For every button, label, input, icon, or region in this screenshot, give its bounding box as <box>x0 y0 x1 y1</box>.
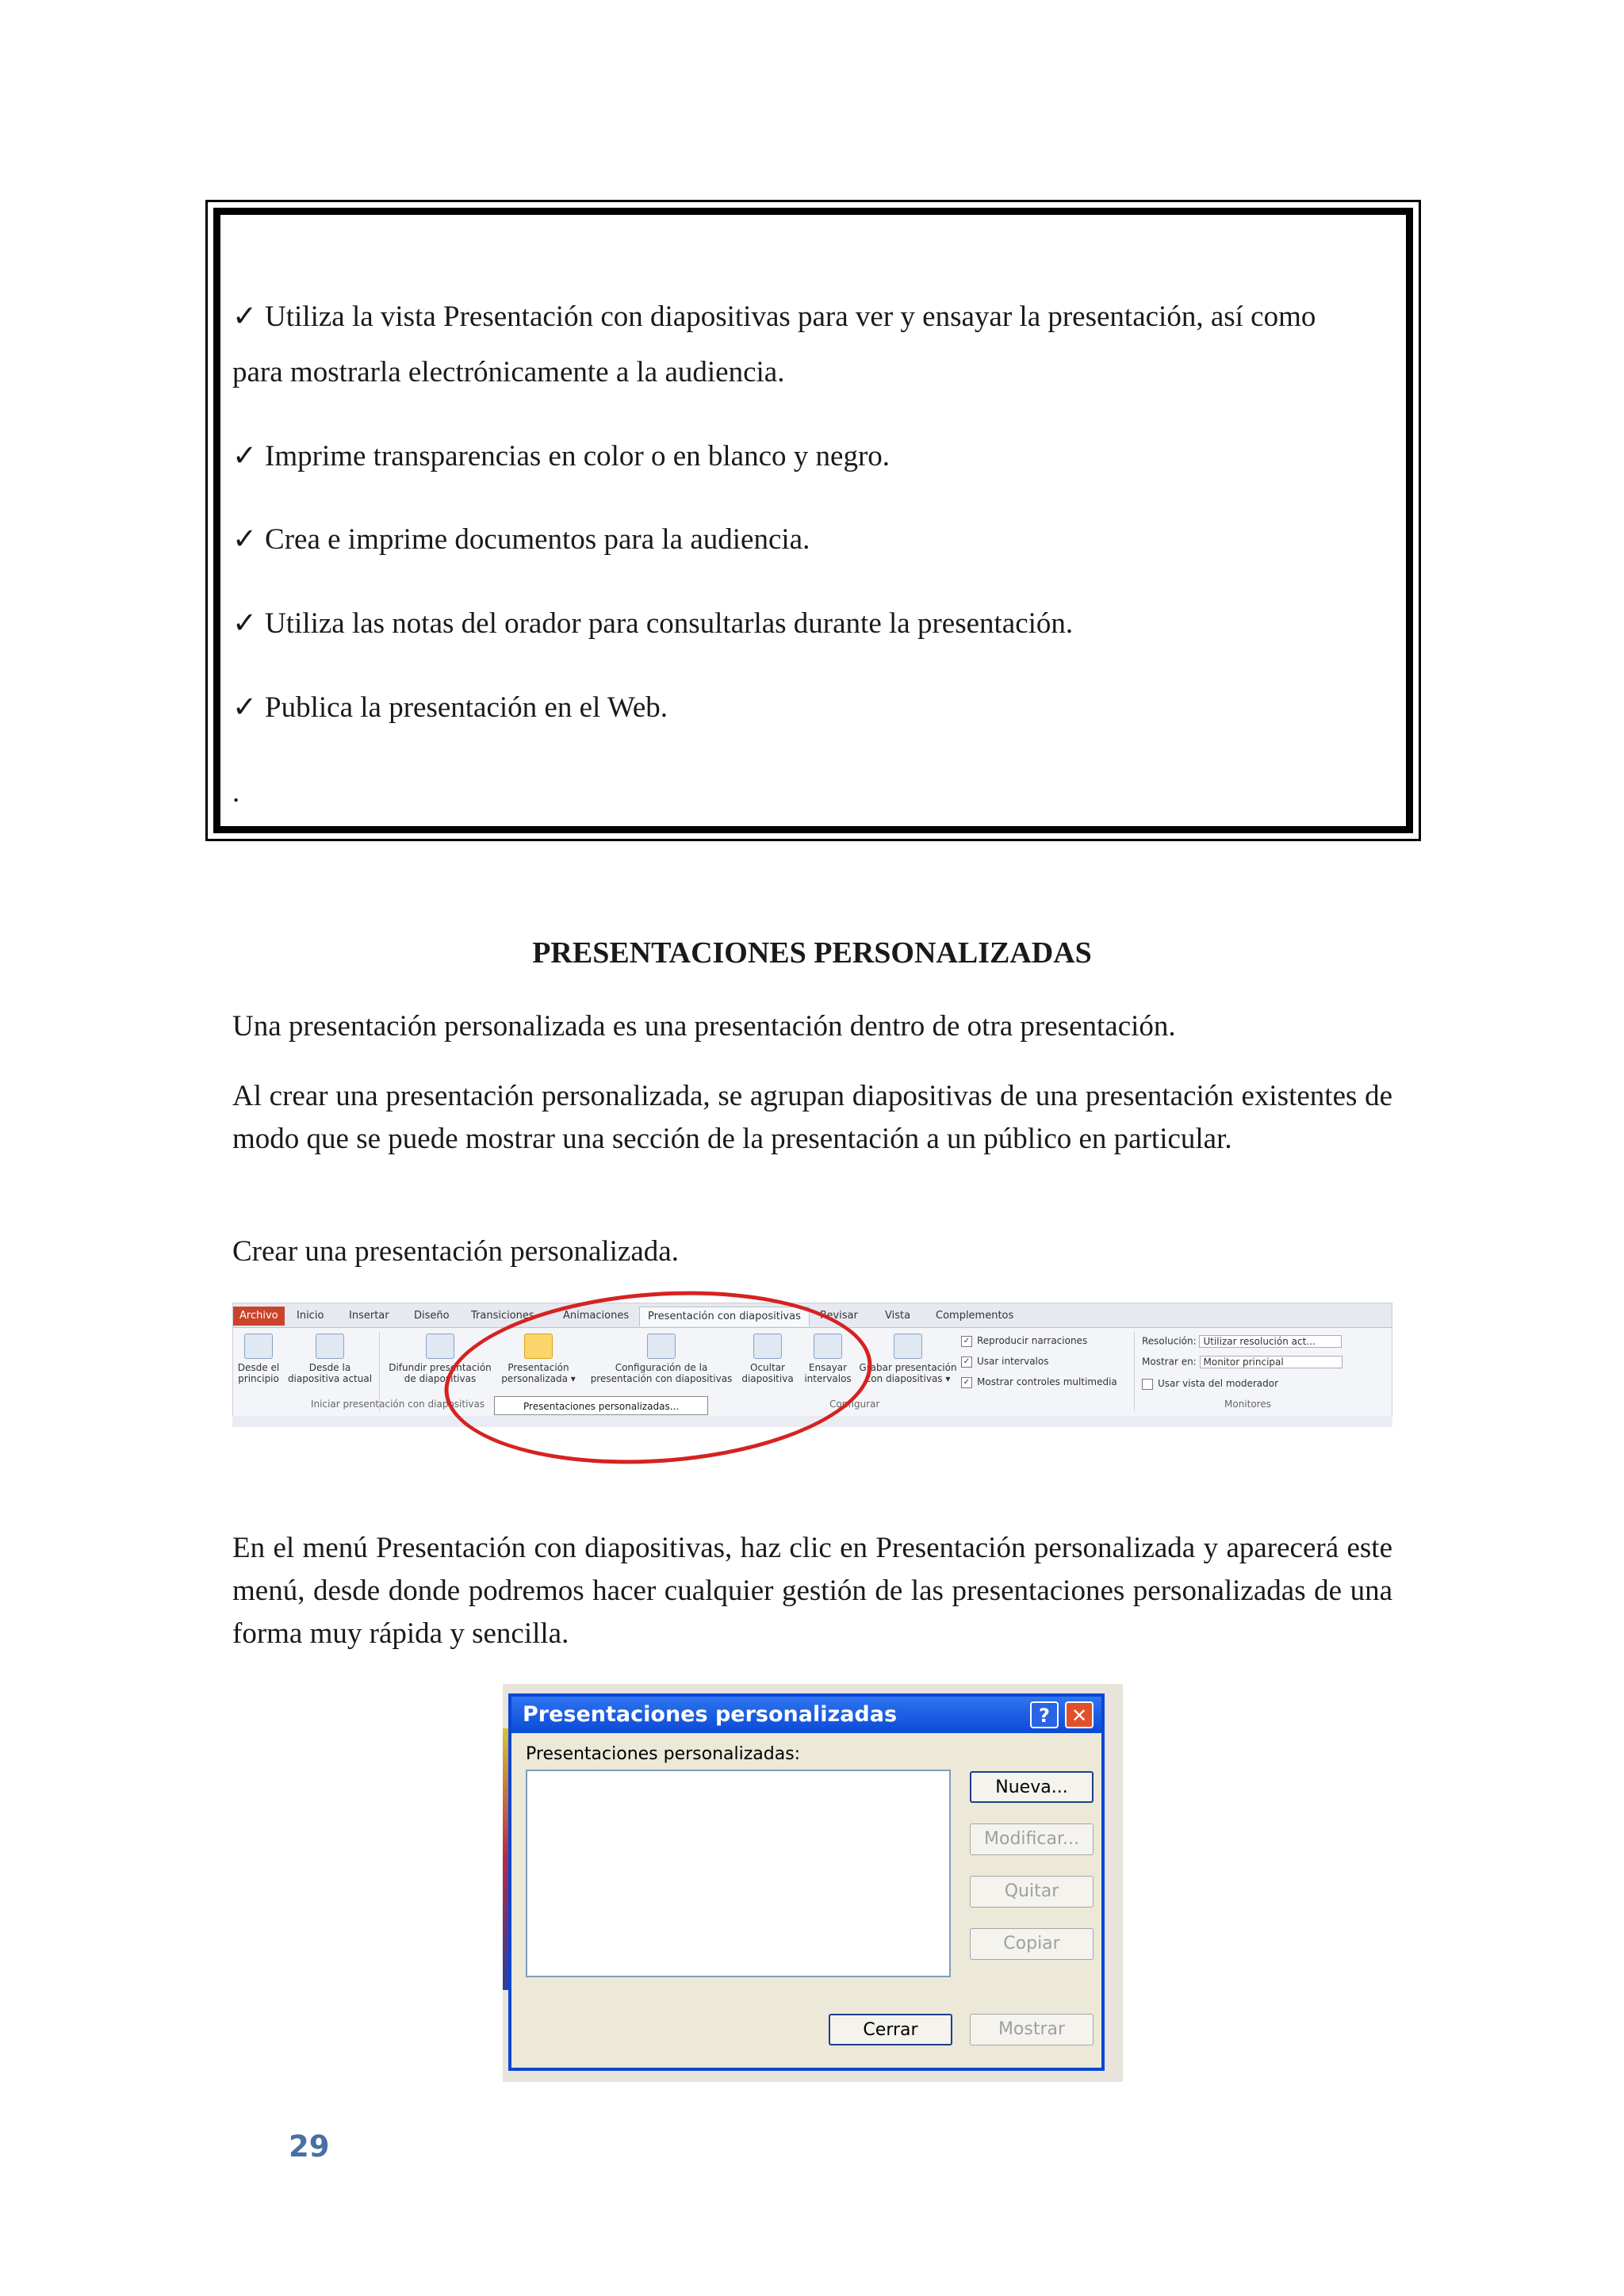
new-button[interactable]: Nueva... <box>970 1771 1094 1803</box>
resolution-row <box>1142 1335 1342 1348</box>
help-icon[interactable]: ? <box>1030 1701 1059 1728</box>
close-icon[interactable]: ✕ <box>1065 1701 1094 1728</box>
bullet-item-2: ✓ Imprime transparencias en color o en blanco y negro. <box>232 440 891 473</box>
custom-shows-list-label: Presentaciones personalizadas: <box>526 1744 801 1764</box>
from-beginning-button[interactable]: Desde el principio <box>235 1334 282 1384</box>
dialog-title-bar <box>511 1697 1101 1733</box>
show-media-controls-checkbox[interactable]: ✓ Mostrar controles multimedia <box>961 1376 1117 1388</box>
paragraph-4: En el menú Presentación con diapositivas, haz clic en Presentación personalizada y aparecerá este menú, desde donde podremos hacer cualquier gestión de las presentaciones personalizadas de una forma muy rápida y sencilla. <box>232 1532 1392 1650</box>
slideshow-play-icon <box>244 1334 273 1359</box>
group-label-monitors: Monitores <box>1224 1399 1271 1410</box>
show-button[interactable]: Mostrar <box>970 2014 1094 2045</box>
tab-vista[interactable]: Vista <box>885 1310 911 1322</box>
slideshow-current-icon <box>316 1334 344 1359</box>
section-heading: PRESENTACIONES PERSONALIZADAS <box>532 936 1092 970</box>
remove-button[interactable]: Quitar <box>970 1876 1094 1908</box>
show-on-row <box>1142 1356 1342 1368</box>
group-label-configure: Configurar <box>829 1399 880 1410</box>
close-button[interactable]: Cerrar <box>829 2014 952 2045</box>
custom-shows-list[interactable] <box>526 1770 951 1977</box>
group-label-start: Iniciar presentación con diapositivas <box>311 1399 485 1410</box>
use-timings-checkbox[interactable]: ✓ Usar intervalos <box>961 1356 1048 1368</box>
tab-diseno[interactable]: Diseño <box>414 1310 450 1322</box>
custom-shows-dialog <box>508 1693 1105 2071</box>
tab-revisar[interactable]: Revisar <box>820 1310 858 1322</box>
custom-slideshow-button[interactable]: Presentación personalizada ▾ <box>495 1334 582 1384</box>
bullet-item-3: ✓ Crea e imprime documentos para la audiencia. <box>232 523 810 556</box>
record-icon <box>894 1334 922 1359</box>
rehearse-timings-button[interactable]: Ensayar intervalos <box>798 1334 858 1384</box>
paragraph-3: Crear una presentación personalizada. <box>232 1235 679 1268</box>
from-current-slide-button[interactable]: Desde la diapositiva actual <box>282 1334 377 1384</box>
tab-presentacion-con-diapositivas[interactable]: Presentación con diapositivas <box>639 1307 810 1326</box>
edit-button[interactable]: Modificar... <box>970 1823 1094 1855</box>
check-icon: ✓ <box>232 607 258 640</box>
check-icon: ✓ <box>232 691 258 724</box>
hide-slide-button[interactable]: Ocultar diapositiva <box>736 1334 799 1384</box>
show-on-label: Mostrar en: <box>1142 1356 1197 1368</box>
tab-animaciones[interactable]: Animaciones <box>563 1310 630 1322</box>
check-icon: ✓ <box>232 300 258 333</box>
presenter-view-checkbox[interactable]: Usar vista del moderador <box>1142 1378 1278 1390</box>
setup-slideshow-button[interactable]: Configuración de la presentación con diapositivas <box>582 1334 741 1384</box>
custom-shows-menu-item[interactable]: Presentaciones personalizadas... <box>494 1396 708 1415</box>
tab-archivo[interactable]: Archivo <box>233 1307 285 1326</box>
play-narrations-checkbox[interactable]: ✓ Reproducir narraciones <box>961 1335 1087 1347</box>
ribbon-separator <box>1134 1332 1135 1411</box>
tab-complementos[interactable]: Complementos <box>936 1310 1014 1322</box>
resolution-label: Resolución: <box>1142 1335 1197 1347</box>
check-icon: ✓ <box>232 523 258 556</box>
copy-button[interactable]: Copiar <box>970 1928 1094 1960</box>
resolution-select[interactable]: Utilizar resolución act... <box>1199 1335 1342 1348</box>
bullet-item-1: ✓ Utiliza la vista Presentación con diapositivas para ver y ensayar la presentación, así como para mostrarla electrónicamente a la audiencia. <box>232 300 1316 388</box>
bullet-item-4: ✓ Utiliza las notas del orador para consultarlas durante la presentación. <box>232 607 1074 640</box>
broadcast-slideshow-button[interactable]: Difundir presentación de diapositivas <box>381 1334 500 1384</box>
page-number: 29 <box>289 2130 330 2164</box>
paragraph-1: Una presentación personalizada es una presentación dentro de otra presentación. <box>232 1010 1176 1043</box>
show-on-select[interactable]: Monitor principal <box>1200 1356 1342 1368</box>
trailing-dot: . <box>232 776 240 809</box>
paragraph-2: Al crear una presentación personalizada, se agrupan diapositivas de una presentación existentes de modo que se puede mostrar una sección de la presentación a un público en particular. <box>232 1080 1392 1155</box>
broadcast-icon <box>426 1334 454 1359</box>
bullet-item-5: ✓ Publica la presentación en el Web. <box>232 691 668 724</box>
tab-inicio[interactable]: Inicio <box>297 1310 324 1322</box>
record-slideshow-button[interactable]: Grabar presentación con diapositivas ▾ <box>856 1334 959 1384</box>
tab-insertar[interactable]: Insertar <box>349 1310 389 1322</box>
tab-transiciones[interactable]: Transiciones <box>471 1310 534 1322</box>
dialog-title: Presentaciones personalizadas <box>523 1702 898 1727</box>
check-icon: ✓ <box>232 440 258 473</box>
